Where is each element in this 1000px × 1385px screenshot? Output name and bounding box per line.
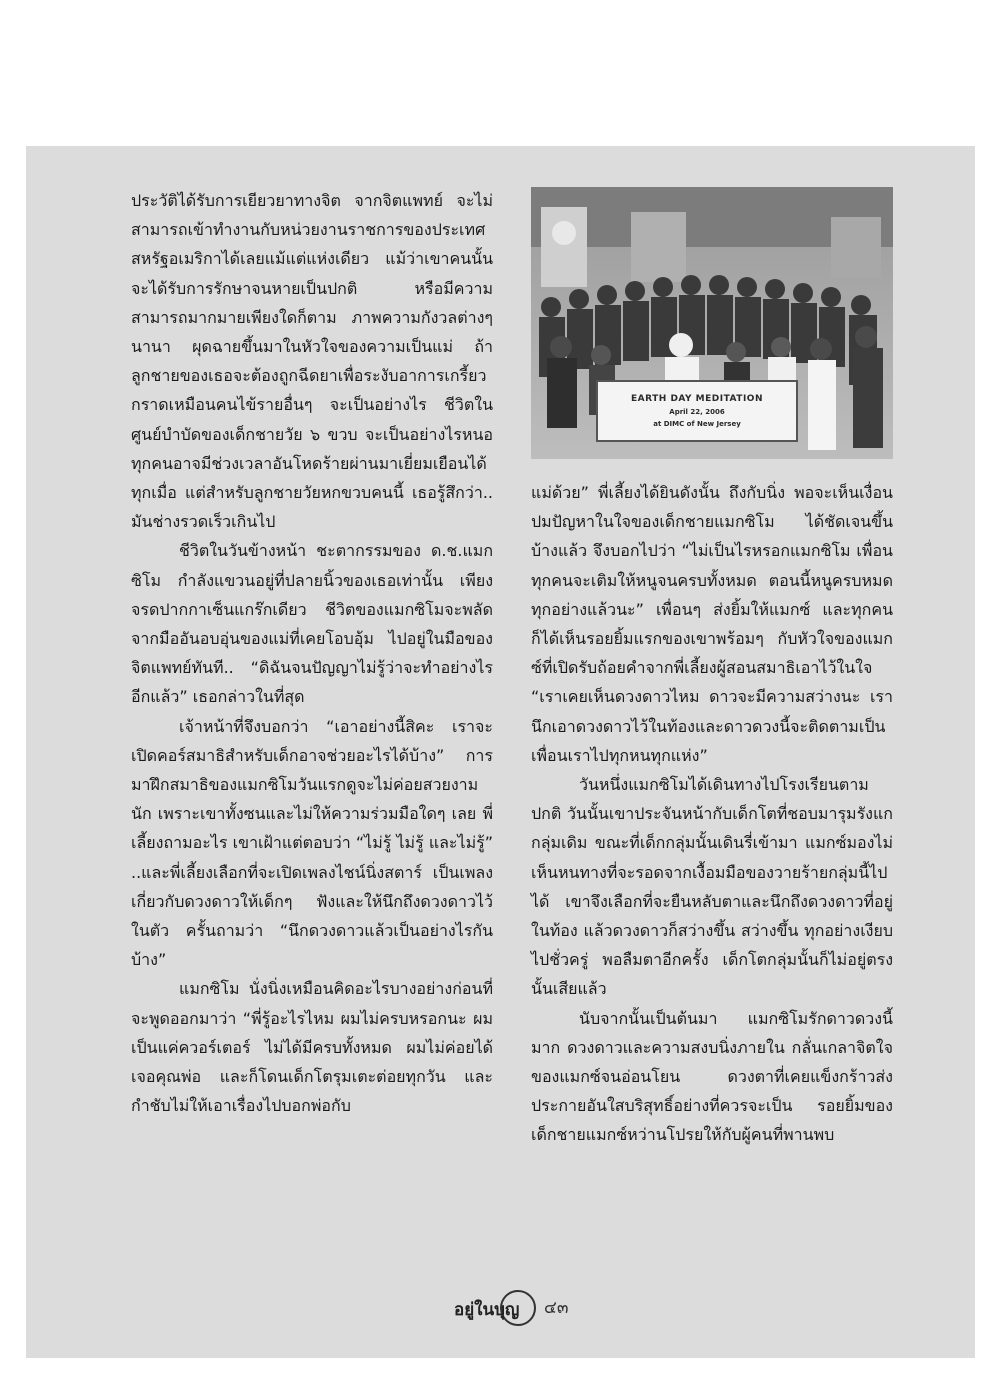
paragraph: แม่ด้วย” พี่เลี้ยงได้ยินดังนั้น ถึงกับนิ่ง พอจะเห็นเงื่อนปมปัญหาในใจของเด็กชายแมกซิโม ได้ชัดเจนขึ้นบ้างแล้ว จึงบอกไปว่า “ไม่เป็นไรหรอกแมกซิโม เพื่อนทุกคนจะเติมให้หนูจนครบทั้งหมด ตอนนี้หนูครบหมดทุกอย่างแล้วนะ” เพื่อนๆ ส่งยิ้มให้แมกซ์ และทุกคนก็ได้เห็นรอยยิ้มแรกของเขาพร้อมๆ กับหัวใจของแมกซ์ที่เปิดรับถ้อยคำจากพี่เลี้ยงผู้สอนสมาธิเอาไว้ในใจ “เราเคยเห็นดวงดาวไหม ดาวจะมีความสว่างนะ เรานึกเอาดวงดาวไว้ในท้องและดาวดวงนี้จะติดตามเป็นเพื่อนเราไปทุกหนทุกแห่ง” xyxy=(531,483,893,765)
logo-text: อยู่ในบุญ xyxy=(454,1300,520,1320)
right-column xyxy=(531,478,893,1150)
paragraph: แมกซิโม นั่งนิ่งเหมือนคิดอะไรบางอย่างก่อนที่จะพูดออกมาว่า “พี่รู้อะไรไหม ผมไม่ครบหรอกนะ ผมเป็นแค่ควอร์เตอร์ ไม่ได้มีครบทั้งหมด ผมไม่ค่อยได้เจอคุณพ่อ และก็โดนเด็กโตรุมเตะต่อยทุกวัน และกำชับไม่ให้เอาเรื่องไปบอกพ่อกับ xyxy=(131,979,493,1116)
page-footer xyxy=(450,1288,610,1328)
banner-title: EARTH DAY MEDITATION xyxy=(631,394,763,404)
banner-date: April 22, 2006 xyxy=(669,408,725,416)
page-number: ๔๓ xyxy=(544,1298,569,1318)
left-column xyxy=(131,186,493,1121)
paragraph: ชีวิตในวันข้างหน้า ชะตากรรมของ ด.ช.แมกซิโม กำลังแขวนอยู่ที่ปลายนิ้วของเธอเท่านั้น เพียงจรดปากกาเซ็นแกร๊กเดียว ชีวิตของแมกซิโมจะพลัดจากมืออันอบอุ่นของแม่ที่เคยโอบอุ้ม ไปอยู่ในมือของจิตแพทย์ทันที.. “ดิฉันจนปัญญาไม่รู้ว่าจะทำอย่างไรอีกแล้ว” เธอกล่าวในที่สุด xyxy=(131,541,493,707)
banner-location: at DIMC of New Jersey xyxy=(653,420,741,428)
magazine-logo-icon xyxy=(450,1288,540,1328)
paragraph: วันหนึ่งแมกซิโมได้เดินทางไปโรงเรียนตามปกติ วันนั้นเขาประจันหน้ากับเด็กโตที่ชอบมารุมรังแกกลุ่มเดิม ขณะที่เด็กกลุ่มนั้นเดินรี่เข้ามา แมกซ์มองไม่เห็นหนทางที่จะรอดจากเงื้อมมือของวายร้ายกลุ่มนี้ไปได้ เขาจึงเลือกที่จะยืนหลับตาและนึกถึงดวงดาวที่อยู่ในท้อง แล้วดวงดาวก็สว่างขึ้น สว่างขึ้น ทุกอย่างเงียบไปชั่วครู่ พอลืมตาอีกครั้ง เด็กโตกลุ่มนั้นก็ไม่อยู่ตรงนั้นเสียแล้ว xyxy=(531,775,893,999)
paragraph: นับจากนั้นเป็นต้นมา แมกซิโมรักดาวดวงนี้มาก ดวงดาวและความสงบนิ่งภายใน กลั่นเกลาจิตใจของแมกซ์จนอ่อนโยน ดวงตาที่เคยแข็งกร้าวส่งประกายอันใสบริสุทธิ์อย่างที่ควรจะเป็น รอยยิ้มของเด็กชายแมกซ์หว่านโปรยให้กับผู้คนที่พานพบ xyxy=(531,1008,893,1145)
banner xyxy=(597,381,797,441)
paragraph: เจ้าหน้าที่จึงบอกว่า “เอาอย่างนี้สิคะ เราจะเปิดคอร์สมาธิสำหรับเด็กอาจช่วยอะไรได้บ้าง” การมาฝึกสมาธิของแมกซิโมวันแรกดูจะไม่ค่อยสวยงามนัก เพราะเขาทั้งซนและไม่ให้ความร่วมมือใดๆ เลย พี่เลี้ยงถามอะไร เขาเฝ้าแต่ตอบว่า “ไม่รู้ ไม่รู้ และไม่รู้” ..และพี่เลี้ยงเลือกที่จะเปิดเพลงไชน์นิ่งสตาร์ เป็นเพลงเกี่ยวกับดวงดาวให้เด็กๆ ฟังและให้นึกถึงดวงดาวไว้ในตัว ครั้นถามว่า “นึกดวงดาวแล้วเป็นอย่างไรกันบ้าง” xyxy=(131,716,493,970)
paragraph: ประวัติได้รับการเยียวยาทางจิต จากจิตแพทย์ จะไม่สามารถเข้าทำงานกับหน่วยงานราชการของประเทศสหรัฐอเมริกาได้เลยแม้แต่แห่งเดียว แม้ว่าเขาคนนั้นจะได้รับการรักษาจนหายเป็นปกติ หรือมีความสามารถมากมายเพียงใดก็ตาม ภาพความกังวลต่างๆ นานา ผุดฉายขึ้นมาในหัวใจของความเป็นแม่ ถ้าลูกชายของเธอจะต้องถูกฉีดยาเพื่อระงับอาการเกรี้ยวกราดเหมือนคนไข้รายอื่นๆ จะเป็นอย่างไร ชีวิตในศูนย์บำบัดของเด็กชายวัย ๖ ขวบ จะเป็นอย่างไรหนอ ทุกคนอาจมีช่วงเวลาอันโหดร้ายผ่านมาเยี่ยมเยือนได้ทุกเมื่อ แต่สำหรับลูกชายวัยหกขวบคนนี้ เธอรู้สึกว่า.. มันช่างรวดเร็วเกินไป xyxy=(131,191,493,532)
group-photo xyxy=(531,187,893,459)
